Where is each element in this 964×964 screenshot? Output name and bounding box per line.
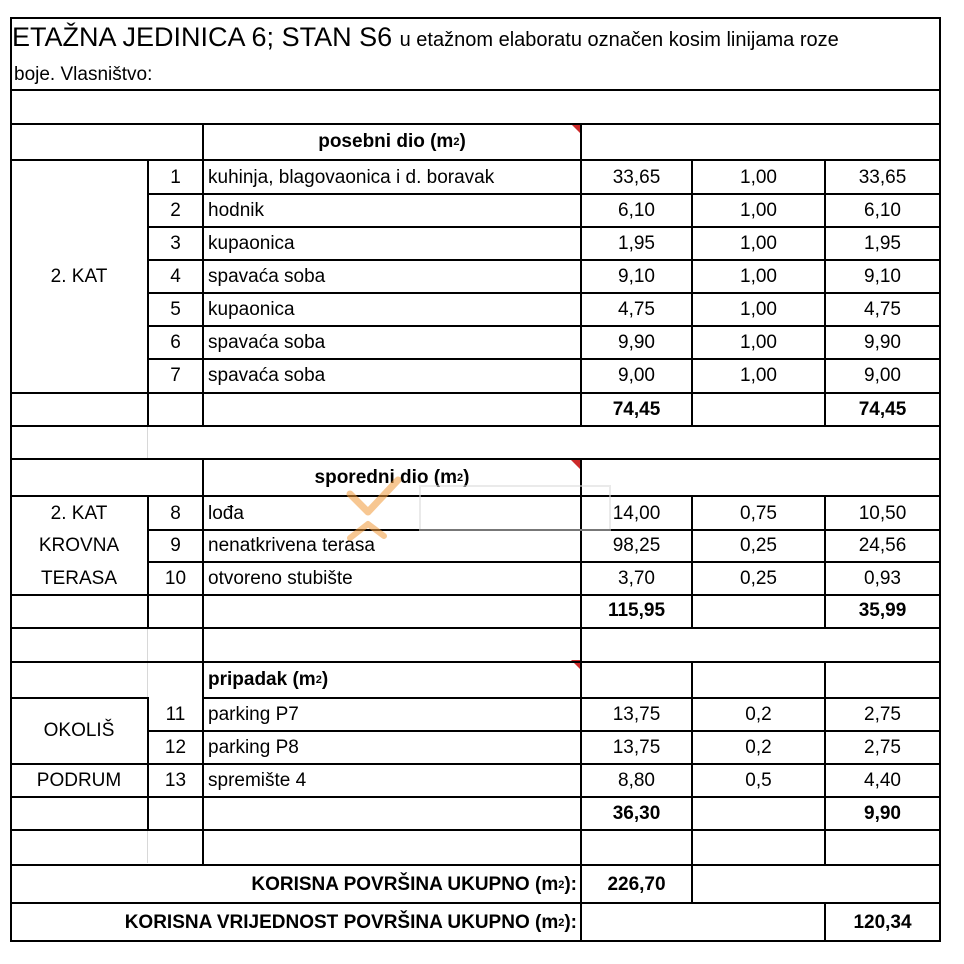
subtotal-area: 74,45 <box>612 398 661 420</box>
area-value: 13,75 <box>612 703 661 725</box>
comment-marker-icon <box>571 124 580 133</box>
area-value: 8,80 <box>618 769 655 791</box>
korisna-total-label: KORISNA POVRŠINA UKUPNO (m 2 ): <box>251 873 577 895</box>
total-value: 4,40 <box>864 769 901 791</box>
row-number: 9 <box>170 535 181 556</box>
total-value: 9,90 <box>864 331 901 353</box>
area-value: 3,70 <box>618 567 655 589</box>
subtotal-area: 115,95 <box>607 600 666 621</box>
room-name: kupaonica <box>208 298 295 320</box>
room-name: spavaća soba <box>208 331 326 353</box>
room-name: parking P8 <box>208 736 299 758</box>
room-name: nenatkrivena terasa <box>208 535 375 556</box>
coef-value: 1,00 <box>740 232 777 254</box>
coef-value: 1,00 <box>740 166 777 188</box>
subtotal-area: 36,30 <box>612 802 661 824</box>
area-value: 13,75 <box>612 736 661 758</box>
row-number: 11 <box>165 703 186 725</box>
room-name: parking P7 <box>208 703 299 725</box>
area-value: 14,00 <box>612 502 661 524</box>
total-value: 2,75 <box>864 703 901 725</box>
room-name: hodnik <box>208 199 264 221</box>
subtotal-total: 35,99 <box>858 600 907 621</box>
total-value: 33,65 <box>858 166 907 188</box>
room-name: spavaća soba <box>208 364 326 386</box>
coef-value: 1,00 <box>740 199 777 221</box>
room-name: lođa <box>208 502 244 524</box>
room-name: spavaća soba <box>208 265 326 287</box>
total-value: 2,75 <box>864 736 901 758</box>
subtotal-total: 74,45 <box>858 398 907 420</box>
coef-value: 0,2 <box>745 736 772 758</box>
area-value: 1,95 <box>618 232 655 254</box>
room-name: otvoreno stubište <box>208 567 353 589</box>
total-value: 24,56 <box>858 535 907 556</box>
room-name: kupaonica <box>208 232 295 254</box>
coef-value: 1,00 <box>740 364 777 386</box>
total-value: 0,93 <box>864 567 901 589</box>
area-value: 98,25 <box>612 535 661 556</box>
subtotal-total: 9,90 <box>864 802 901 824</box>
total-value: 10,50 <box>858 502 907 524</box>
coef-value: 0,25 <box>740 535 777 556</box>
coef-value: 0,75 <box>740 502 777 524</box>
total-value: 9,00 <box>864 364 901 386</box>
row-number: 4 <box>170 265 181 287</box>
row-number: 1 <box>170 166 181 188</box>
location-label: 2. KAT <box>50 266 108 287</box>
row-number: 13 <box>164 769 187 791</box>
title-second-line: boje. Vlasništvo: <box>14 64 153 85</box>
coef-value: 0,5 <box>745 769 772 791</box>
title-main-text: ETAŽNA JEDINICA 6; STAN S6 <box>12 22 393 52</box>
coef-value: 1,00 <box>740 331 777 353</box>
location-label: TERASA <box>40 567 118 589</box>
row-number: 10 <box>164 567 187 589</box>
row-number: 2 <box>170 199 181 221</box>
title <box>12 22 839 53</box>
section-heading-posebni: posebni dio (m 2 ) <box>318 131 466 152</box>
vrijednost-total-label: KORISNA VRIJEDNOST POVRŠINA UKUPNO (m 2 ): <box>124 911 577 933</box>
faint-gridline <box>147 425 148 459</box>
section-heading-sporedni: sporedni dio (m 2 ) <box>314 467 470 488</box>
coef-value: 1,00 <box>740 298 777 320</box>
location-label: 2. KAT <box>50 502 108 524</box>
row-number: 3 <box>170 232 181 254</box>
row-number: 7 <box>170 364 181 386</box>
coef-value: 0,2 <box>745 703 772 725</box>
title-sub-text: u etažnom elaboratu označen kosim linijama roze <box>399 29 839 51</box>
row-number: 5 <box>170 298 181 320</box>
location-label: PODRUM <box>36 769 122 791</box>
section-heading-pripadak: pripadak (m 2 ) <box>208 669 329 690</box>
location-label: OKOLIŠ <box>43 720 115 741</box>
area-value: 9,00 <box>618 364 655 386</box>
row-number: 8 <box>170 502 181 524</box>
total-value: 9,10 <box>864 265 901 287</box>
watermark-logo-icon <box>340 468 630 558</box>
area-value: 4,75 <box>618 298 655 320</box>
row-number: 12 <box>164 736 187 758</box>
vrijednost-total-value: 120,34 <box>853 911 912 933</box>
coef-value: 0,25 <box>740 567 777 589</box>
total-value: 1,95 <box>864 232 901 254</box>
area-value: 9,10 <box>618 265 655 287</box>
row-number: 6 <box>170 331 181 353</box>
area-value: 33,65 <box>612 166 661 188</box>
coef-value: 1,00 <box>740 265 777 287</box>
total-value: 6,10 <box>864 199 901 221</box>
area-value: 9,90 <box>618 331 655 353</box>
area-value: 6,10 <box>618 199 655 221</box>
room-name: spremište 4 <box>208 769 307 791</box>
location-label: KROVNA <box>38 535 120 556</box>
room-name: kuhinja, blagovaonica i d. boravak <box>208 166 495 188</box>
total-value: 4,75 <box>864 298 901 320</box>
korisna-total-value: 226,70 <box>607 873 666 895</box>
